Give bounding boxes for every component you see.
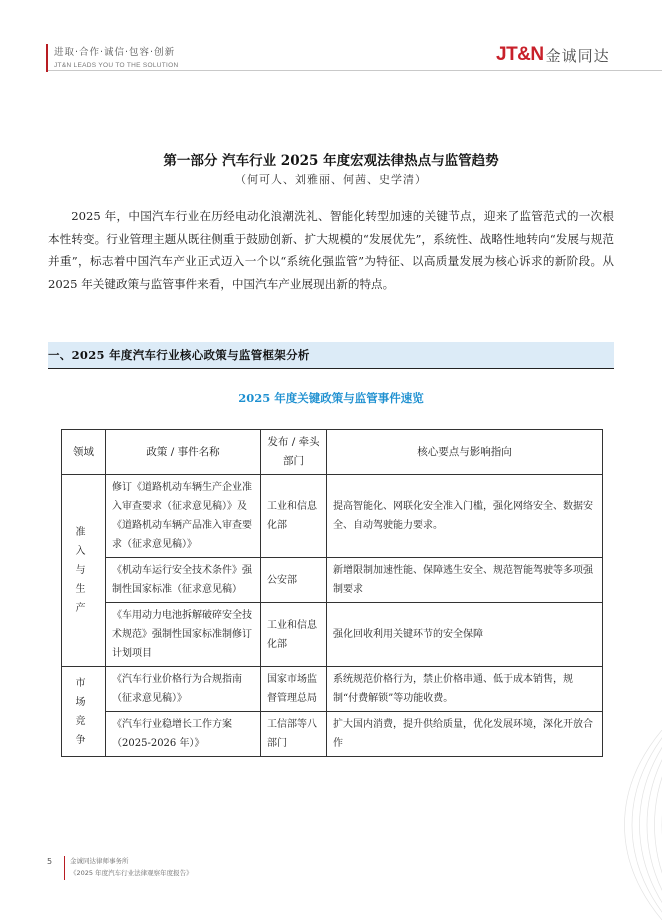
logo-zh: 金诚同达 bbox=[545, 46, 610, 65]
domain-cell: 市场竞争 bbox=[62, 667, 106, 757]
table-title: 2025 年度关键政策与监管事件速览 bbox=[238, 391, 424, 405]
table-row bbox=[62, 712, 603, 757]
policy-name-cell: 《机动车运行安全技术条件》强制性国家标准（征求意见稿） bbox=[106, 558, 261, 603]
authors: （何可人、刘雅丽、何茜、史学清） bbox=[235, 173, 427, 186]
policy-name-cell: 《汽车行业稳增长工作方案（2025-2026 年）》 bbox=[106, 712, 261, 757]
points-cell: 强化回收利用关键环节的安全保障 bbox=[327, 603, 603, 667]
section-heading: 一、2025 年度汽车行业核心政策与监管框架分析 bbox=[48, 348, 310, 362]
header-rule bbox=[48, 70, 662, 71]
dept-cell: 工信部等八部门 bbox=[261, 712, 327, 757]
col-header-policy: 政策 / 事件名称 bbox=[106, 430, 261, 475]
decorative-lines bbox=[572, 730, 662, 920]
table-header-row bbox=[62, 430, 603, 475]
table-row bbox=[62, 667, 603, 712]
policy-name-cell: 《汽车行业价格行为合规指南（征求意见稿）》 bbox=[106, 667, 261, 712]
intro-paragraph: 2025 年，中国汽车行业在历经电动化浪潮洗礼、智能化转型加速的关键节点，迎来了监管范式的一次根本性转变。行业管理主题从既往侧重于鼓励创新、扩大规模的“发展优先”，系统性、战略性地转向“发展与规范并重”，标志着中国汽车产业正式迈入一个以“系统化强监管”为特征、以高质量发展为核心诉求的新阶段。从 2025 年关键政策与监管事件来看，中国汽车产业展现出新的特点。 bbox=[48, 209, 614, 291]
firm-logo bbox=[496, 44, 610, 66]
table-row bbox=[62, 603, 603, 667]
domain-cell: 准入与生产 bbox=[62, 475, 106, 667]
dept-cell: 国家市场监督管理总局 bbox=[261, 667, 327, 712]
dept-cell: 公安部 bbox=[261, 558, 327, 603]
points-cell: 系统规范价格行为，禁止价格串通、低于成本销售，规制“付费解锁”等功能收费。 bbox=[327, 667, 603, 712]
footer-accent-bar bbox=[64, 856, 65, 880]
dept-cell: 工业和信息化部 bbox=[261, 475, 327, 558]
table-row bbox=[62, 475, 603, 558]
points-cell: 扩大国内消费，提升供给质量，优化发展环境，深化开放合作 bbox=[327, 712, 603, 757]
footer-firm: 金诚同达律师事务所 bbox=[70, 857, 129, 865]
policy-name-cell: 修订《道路机动车辆生产企业准入审查要求（征求意见稿）》及《道路机动车辆产品准入审查要求（征求意见稿）》 bbox=[106, 475, 261, 558]
col-header-points: 核心要点与影响指向 bbox=[327, 430, 603, 475]
page-number: 5 bbox=[47, 857, 53, 866]
points-cell: 新增限制加速性能、保障逃生安全、规范智能驾驶等多项强制要求 bbox=[327, 558, 603, 603]
col-header-dept: 发布 / 牵头部门 bbox=[261, 430, 327, 475]
header-accent-bar bbox=[46, 44, 48, 72]
points-cell: 提高智能化、网联化安全准入门槛，强化网络安全、数据安全、自动驾驶能力要求。 bbox=[327, 475, 603, 558]
policy-name-cell: 《车用动力电池拆解破碎安全技术规范》强制性国家标准制修订计划项目 bbox=[106, 603, 261, 667]
dept-cell: 工业和信息化部 bbox=[261, 603, 327, 667]
header-slogan: 进取·合作·诚信·包容·创新 bbox=[54, 47, 176, 58]
logo-en: JT&N bbox=[496, 44, 544, 65]
policy-events-table bbox=[61, 429, 603, 757]
page-title: 第一部分 汽车行业 2025 年度宏观法律热点与监管趋势 bbox=[163, 153, 499, 169]
header-tagline: JT&N LEADS YOU TO THE SOLUTION bbox=[54, 62, 179, 69]
footer-report: 《2025 年度汽车行业法律观察年度报告》 bbox=[70, 869, 193, 877]
table-row bbox=[62, 558, 603, 603]
col-header-domain: 领域 bbox=[62, 430, 106, 475]
